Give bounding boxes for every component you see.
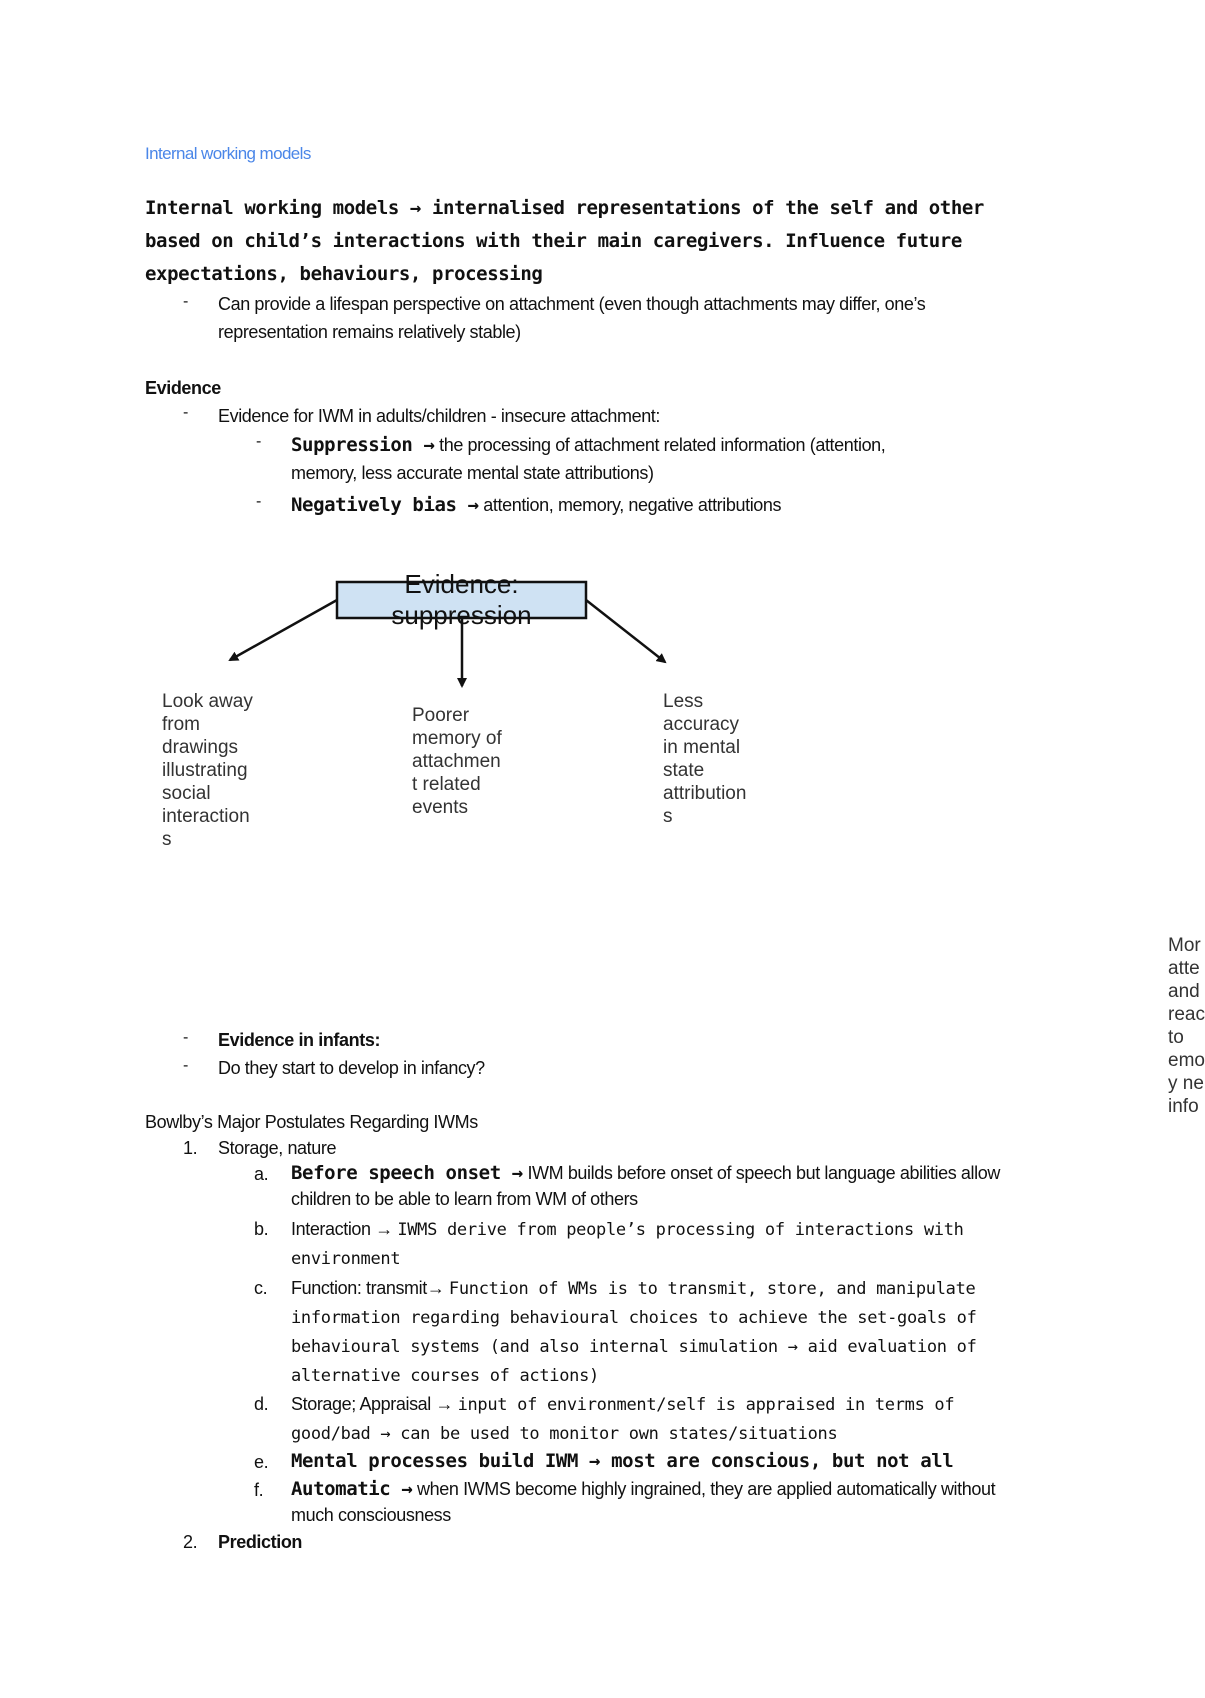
lifespan-line: representation remains relatively stable) (218, 322, 521, 342)
list-letter: b. (254, 1219, 269, 1239)
list-letter: a. (254, 1164, 269, 1184)
list-letter: c. (254, 1278, 268, 1298)
postulate-d: Storage; Appraisal → input of environment/self is appraised in terms of good/bad → can be used to monitor own states/situations (291, 1394, 955, 1444)
diagram-arrows (0, 0, 1200, 720)
postulate-f-term: Automatic → (291, 1478, 413, 1500)
postulate-c: Function: transmit→ Function of WMs is to transmit, store, and manipulate information regarding behavioural choices to achieve the set-goals of behavioural systems (and also internal simulation → aid evaluation of alternative courses of actions) (291, 1278, 977, 1386)
negativity-term: Negatively bias → (291, 494, 479, 516)
postulate-b: Interaction → IWMS derive from people’s processing of interactions with environment (291, 1219, 964, 1269)
postulate-a-term: Before speech onset → (291, 1162, 523, 1184)
list-number: 1. (183, 1138, 198, 1158)
suppression-line: Suppression → the processing of attachment related information (attention, (291, 434, 886, 456)
diagram-cutoff-text: Mor atte and reac to emo y ne info (1168, 935, 1205, 1117)
postulate-c-term: Function: transmit→ (291, 1278, 445, 1298)
evidence-heading: Evidence (145, 378, 221, 398)
bullet-dash: - (256, 433, 262, 450)
page-title: Internal working models (145, 144, 311, 163)
postulates-heading: Bowlby’s Major Postulates Regarding IWMs (145, 1112, 478, 1132)
evidence-item: Evidence for IWM in adults/children - insecure attachment: (218, 406, 661, 426)
diagram-left-text: Look away from drawings illustrating social interaction s (162, 691, 253, 850)
list-letter: e. (254, 1452, 269, 1472)
postulate-e: Mental processes build IWM → most are conscious, but not all (291, 1450, 954, 1472)
bullet-dash: - (183, 293, 189, 310)
evidence-box-label: Evidence: suppression (391, 569, 532, 630)
lifespan-line: Can provide a lifespan perspective on attachment (even though attachments may differ, one’s (218, 294, 926, 314)
definition-line: based on child’s interactions with their main caregivers. Influence future (145, 230, 962, 252)
bullet-dash: - (183, 404, 189, 421)
arrow-right (586, 600, 665, 662)
postulate-a: Before speech onset → IWM builds before onset of speech but language abilities allow children to be able to learn from WM of others (291, 1162, 1000, 1209)
definition-line: expectations, behaviours, processing (145, 263, 543, 285)
infants-item: Evidence in infants: (218, 1030, 381, 1050)
list-number: 2. (183, 1532, 198, 1552)
postulate-d-term: Storage; Appraisal → (291, 1394, 454, 1414)
storage-heading: Storage, nature (218, 1138, 337, 1158)
suppression-line: memory, less accurate mental state attributions) (291, 463, 654, 483)
infants-question: Do they start to develop in infancy? (218, 1058, 485, 1078)
list-letter: d. (254, 1394, 269, 1414)
bullet-dash: - (183, 1057, 189, 1074)
definition-line: Internal working models → internalised representations of the self and other (145, 197, 984, 219)
suppression-term: Suppression → (291, 434, 435, 456)
diagram-middle-text: Poorer memory of attachmen t related events (412, 705, 502, 818)
negativity-item: Negatively bias → attention, memory, negative attributions (291, 494, 782, 516)
prediction-heading: Prediction (218, 1532, 303, 1552)
bullet-dash: - (256, 493, 262, 510)
postulate-f: Automatic → when IWMS become highly ingrained, they are applied automatically without much consciousness (291, 1478, 996, 1525)
arrow-left (230, 600, 337, 660)
diagram-right-text: Less accuracy in mental state attribution s (663, 691, 747, 827)
list-letter: f. (254, 1480, 264, 1500)
bullet-dash: - (183, 1029, 189, 1046)
postulate-b-term: Interaction → (291, 1219, 393, 1239)
